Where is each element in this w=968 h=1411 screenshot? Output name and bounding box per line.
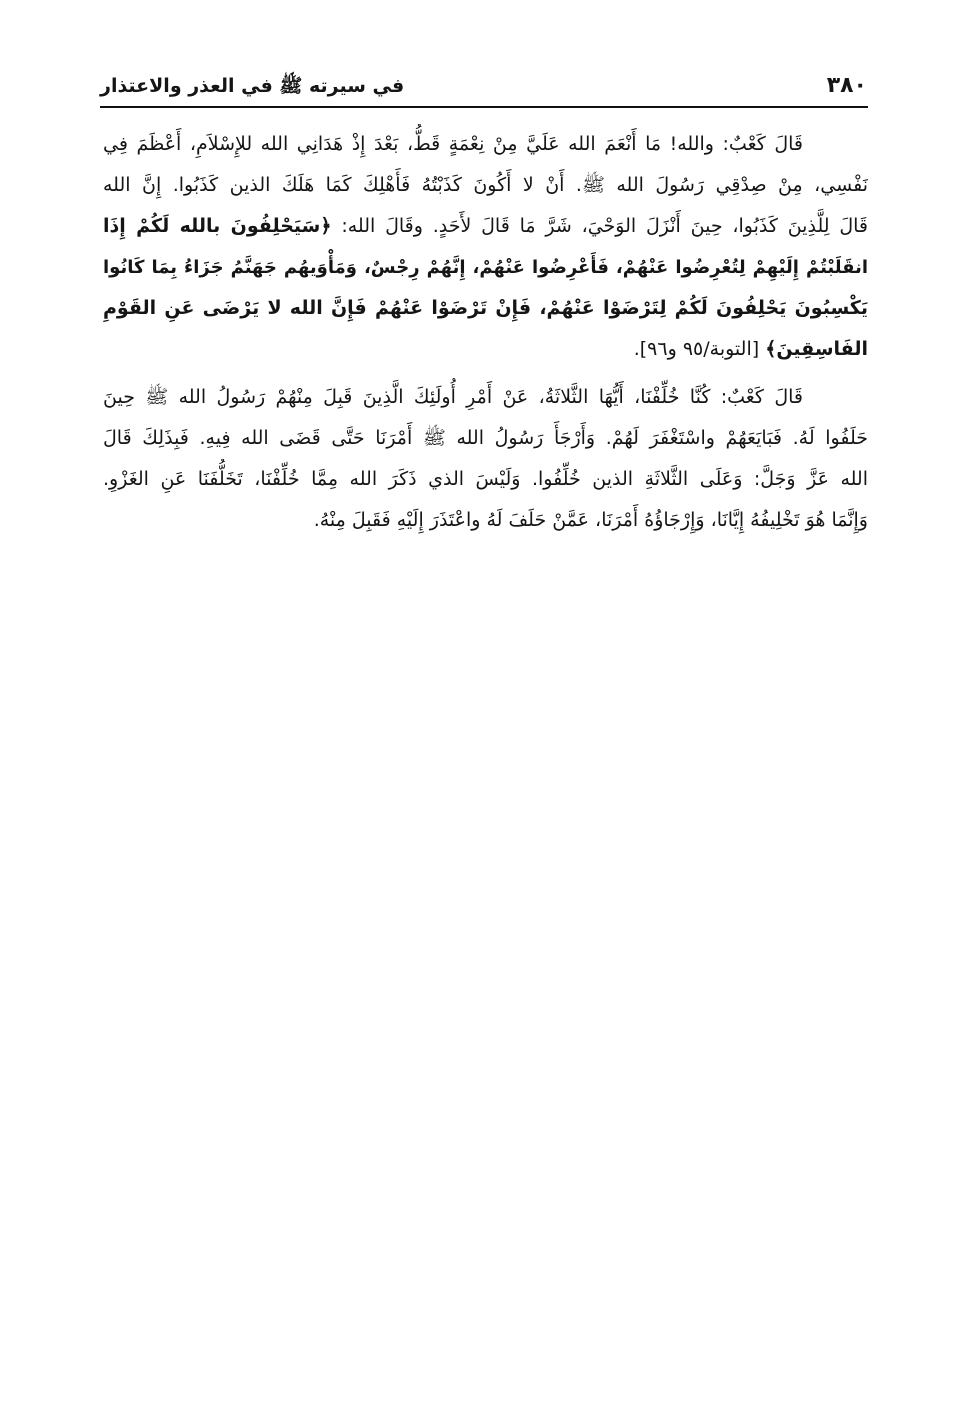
- paragraph-three-left-behind: [103, 377, 868, 541]
- line-text: الله عَزَّ وَجَلَّ: وَعَلَى الثَّلاثَةِ الذين خُلِّفُوا. وَلَيْسَ الذي ذَكَرَ الله مِمَّا خُلِّفْنَا، تَخَلُّفَنَا عَنِ الغَزْوِ.: [103, 468, 868, 490]
- quran-quote: يَكْسِبُونَ يَحْلِفُونَ لَكُمْ لِتَرْضَوْا عَنْهُمْ، فَإِنْ تَرْضَوْا عَنْهُمْ فَإِنَّ الله لا يَرْضَى عَنِ القَوْمِ: [103, 297, 868, 319]
- text-line: [103, 459, 868, 500]
- text-line: [103, 500, 868, 541]
- running-header: [100, 70, 867, 102]
- line-text: قَالَ كَعْبٌ: كُنَّا خُلِّفْنَا، أَيُّهَا الثَّلاثَةُ، عَنْ أَمْرِ أُولَئِكَ الَّذِينَ قَبِلَ مِنْهُمْ رَسُولُ الله ﷺ حِينَ: [103, 386, 803, 408]
- line-text: حَلَفُوا لَهُ. فَبَايَعَهُمْ واسْتَغْفَرَ لَهُمْ. وَأَرْجَأَ رَسُولُ الله ﷺ أَمْرَنَا حَتَّى قَضَى الله فِيهِ. فَبِذَلِكَ قَالَ: [103, 427, 868, 449]
- header-rule: [100, 106, 868, 108]
- line-text: قَالَ كَعْبٌ: والله! مَا أَنْعَمَ الله عَلَيَّ مِنْ نِعْمَةٍ قَطُّ، بَعْدَ إِذْ هَدَانِي الله للإِسْلاَمِ، أَعْظَمَ فِي: [103, 133, 803, 155]
- text-line: [103, 124, 868, 165]
- running-title: في سيرته ﷺ في العذر والاعتذار: [100, 75, 405, 97]
- page-number: ٣٨٠: [826, 73, 867, 98]
- line-text: قَالَ لِلَّذِينَ كَذَبُوا، حِينَ أَنْزَلَ الوَحْيَ، شَرَّ مَا قَالَ لأَحَدٍ. وقَالَ الله:: [331, 215, 868, 237]
- text-line: [103, 165, 868, 206]
- verse-reference: [التوبة/٩٥ و٩٦].: [633, 338, 766, 360]
- body-text: [103, 124, 868, 541]
- paragraph-kaab-oath: [103, 124, 868, 370]
- text-line: [103, 418, 868, 459]
- text-line: [103, 206, 868, 247]
- line-text: نَفْسِي، مِنْ صِدْقِي رَسُولَ الله ﷺ. أَنْ لا أَكُونَ كَذَبْتُهُ فَأَهْلِكَ كَمَا هَلَكَ الذين كَذَبُوا. إِنَّ الله: [103, 174, 868, 196]
- text-line: [103, 247, 868, 288]
- quran-quote: ﴿سَيَحْلِفُونَ بالله لَكُمْ إِذَا: [103, 215, 332, 237]
- quran-quote: الفَاسِقِينَ﴾: [765, 338, 868, 360]
- quran-quote: انقَلَبْتُمْ إِلَيْهِمْ لِتُعْرِضُوا عَنْهُمْ، فَأَعْرِضُوا عَنْهُمْ، إِنَّهُمْ رِجْسٌ، وَمَأْوَيهُم جَهَنَّمُ جَزَاءُ بِمَا كَانُوا: [103, 257, 868, 278]
- text-line: [103, 377, 868, 418]
- text-line: [103, 329, 868, 370]
- line-text: وَإِنَّمَا هُوَ تَخْلِيفُهُ إِيَّانَا، وَإِرْجَاؤُهُ أَمْرَنَا، عَمَّنْ حَلَفَ لَهُ واعْتَذَرَ إِلَيْهِ فَقَبِلَ مِنْهُ.: [313, 509, 868, 531]
- text-line: [103, 288, 868, 329]
